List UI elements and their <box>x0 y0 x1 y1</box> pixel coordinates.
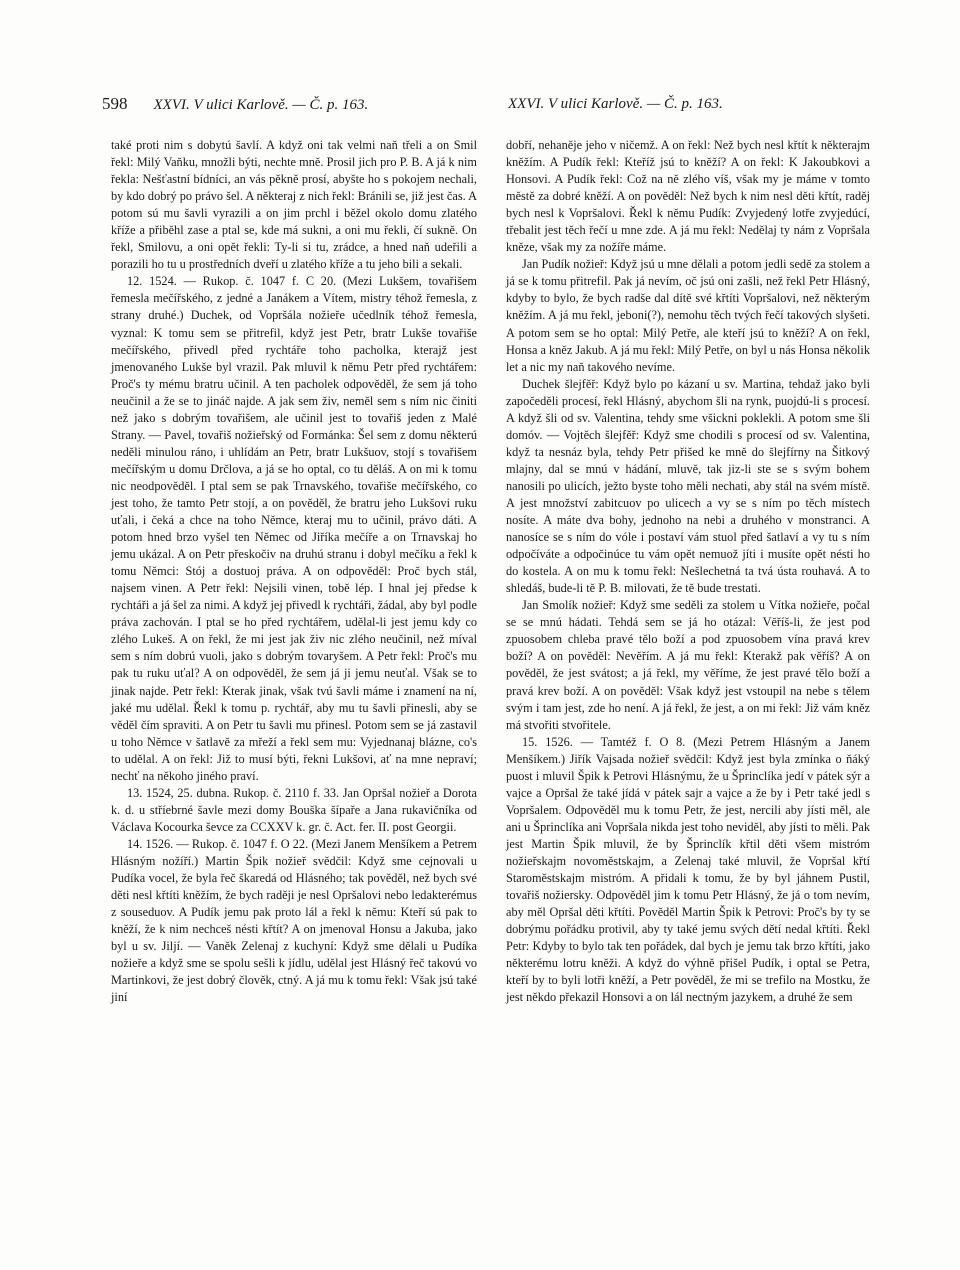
paragraph: 12. 1524. — Rukop. č. 1047 f. C 20. (Mezi Lukšem, tovařišem řemesla mečířského, z jedné a Janákem a Vítem, mistry téhož řemesla, z strany druhé.) Duchek, od Vopršála nožieře učedlník téhož řemesla, vyznal: K tomu sem se přitrefil, když jest Petr, bratr Lukše tovařiše mečířského, přivedl před rychtáře toho pacholka, kterajž jest jmenovaného Lukše byl vrazil. Pak mluvil k němu Petr před rychtářem: Proč's ty mému bratru učinil. A ten pacholek odpověděl, že sem já toho neučinil a že se to jináč najde. A jak sem živ, neměl sem s ním nic činiti než jako s dobrým tovařišem, ale učinil jest to tovařiš jeden z Malé Strany. — Pavel, tovařiš nožieřský od Formánka: Šel sem z domu některú neděli minulou ráno, i uhlídám an Petr, bratr Lukšuov, stojí s tovařišem mečířským u domu Drčlova, a já se ho optal, co tu děláš. A on mi k tomu nic neodpověděl. I ptal sem se pak Trnavského, tovařiše mečířského, co jest toho, že tamto Petr stojí, a on pověděl, že bratru jeho Lukšovi ruku uťali, i čeká a chce na toho Němce, kteraj mu to učinil, právo dáti. A potom hned brzo vyšel ten Němec od Jiříka mečíře a on Trnavskaj ho jemu ukázal. A on Petr přeskočiv na druhú stranu i dobyl mečíku a řekl k tomu Němci: Stój a dostuoj práva. A on odpověděl: Proč bych stál, najsem vinen. A Petr řekl: Nejsili vinen, tobě lép. I hnal jej předse k rychtáři a já šel za nimi. A když jej přivedl k rychtáři, žádal, aby byl podle práva zachován. I ptal se ho před rychtářem, udělal-li jest jemu kdy co zlého Lukeš. A on řekl, že mi jest jak živ nic zlého neučinil, než míval sem s ním dobrú vuoli, jako s dobrým tovaryšem. A Petr řekl: Proč's mu pak tu ruku uťal? A on odpověděl, že sem já ji jemu neuťal. Však se to jinak najde. Petr řekl: Kterak jinak, však tvú šavli máme i znamení na ní, jaké mu udělal. Řekl k tomu p. rychtář, aby mu tu šavli přinesli, aby se věděl čím spraviti. A on Petr tu šavli mu přinesl. Potom sem se já zastavil u toho Němce v šatlavě za mřeží a řekl sem mu: Vyjednanaj blázne, co's to udělal. A on řekl: Již to musí býti, řekni Lukšovi, ať na mne nepraví; nechť na někoho jiného praví. <box>111 274 477 783</box>
paragraph: 13. 1524, 25. dubna. Rukop. č. 2110 f. 33. Jan Opršal nožieř a Dorota k. d. u stříebrné šavle mezi domy Bouška šípaře a Jana rukavičníka od Václava Kocourka ševce za CCXXV k. gr. č. Act. fer. II. post Georgii. <box>111 785 477 834</box>
page-number: 598 <box>102 94 128 113</box>
paragraph: Jan Pudík nožieř: Když jsú u mne dělali a potom jedli sedě za stolem a já se k tomu přitrefil. Pak já nevím, oč jsú oni zašli, než řekl Petr Hlásný, kdyby to bylo, že bych radše dal dítě své křtíti Vopršalovi, než některým kněžím. A já mu řekl, jeboni(?), nemohu těch tvých řečí takových slyšeti. A potom sem se ho optal: Milý Petře, ale kteří jsú to kněží? A on řekl, Honsa a kněz Jakub. A já mu řekl: Milý Petře, on byl u nás Honsa několik let a nic my naň takového nevíme. <box>506 257 870 374</box>
left-column <box>111 137 477 1006</box>
running-head-right: XXVI. V ulici Karlově. — Č. p. 163. <box>508 96 723 112</box>
running-head-left: XXVI. V ulici Karlově. — Č. p. 163. <box>153 97 369 113</box>
paragraph: 14. 1526. — Rukop. č. 1047 f. O 22. (Mezi Janem Menšíkem a Petrem Hlásným nožíří.) Martin Špik nožieř svědčil: Když sme cejnovali u Pudíka vocel, že byla řeč škaredá od Hlásného; tak pověděl, než bych své děti nesl křtíti kněžím, že bych raději je nesl Opršalovi nebo ledakterémus z souseduov. A Pudík jemu pak proto lál a řekl k němu: Kteří sú pak to kněží, že k nim nechceš nésti křtít? A on jmenoval Honsu a Jakuba, jako byl u sv. Jiljí. — Vaněk Zelenaj z kuchyní: Když sme dělali u Pudíka nožieře a když sme se spolu sešli k jídlu, udělal jest Hlásný řeč takovú vo Martinkovi, že jest dobrý člověk, ctný. A já mu k tomu řekl: Však jsú také jiní <box>111 836 477 1005</box>
paragraph: dobří, nehaněje jeho v ničemž. A on řekl: Než bych nesl křtít k některajm kněžím. A Pudík řekl: Kteříž jsú to kněží? A on řekl: K Jakoubkovi a Honsovi. A Pudík řekl: Což na ně zlého víš, však my je máme v tomto městě za dobré kněží. A on pověděl: Než bych k nim nesl děti křtít, raděj bych nesl k Vopršalovi. Řekl k němu Pudík: Zvyjedený lotře zvyjedúcí, třebalit jest těch řečí u mne zde. A já mu řekl: Nedělaj ty nám z Vopršala kněze, však my za nožíře máme. <box>506 138 870 255</box>
page-header-left <box>102 92 482 116</box>
paragraph: Jan Smolík nožieř: Když sme seděli za stolem u Vítka nožieře, počal se se mnú hádati. Tehdá sem se já ho otázal: Věříš-li, že jest pod zpuosobem chleba pravé tělo boží a pod zpuosobem vína pravá krev boží? A on pověděl: Nevěřím. A já mu řekl: Kterakž pak věříš? A on pověděl, že jest svátost; a já řekl, my věříme, že jest pravé tělo boží a pravá krev boží. A on pověděl: Však když jest vstoupil na nebe s tělem svým i tam jest, zde ho není. A já řekl, že jest, a on mi řekl: Již vám kněz má stvořiti stvořitele. <box>506 598 870 732</box>
right-column <box>506 137 870 1006</box>
paragraph: 15. 1526. — Tamtéž f. O 8. (Mezi Petrem Hlásným a Janem Menšíkem.) Jiřík Vajsada nožieř svědčil: Když jest byla zmínka o ňáký puost i mluvil Špik k Petrovi Hlásnýmu, že u Šprinclíka jedí v pátek sýr a vajce a Opršal že také jídá v pátek sajr a vajce a že by i Petr také jedl s Vopršalem. Odpověděl mu k tomu Petr, že jest, nercili aby jísti měl, ale ani u Šprinclíka ani Vopršala nikda jest toho neviděl, aby jísti to měli. Pak jest Martin Špik mluvil, že by Šprinclík křtil děti všem mistróm nožieřskajm novoměstskajm, a Zelenaj také mluvil, že Vopršal křtí Staroměstskajm mistróm. A přidali k tomu, že by byl jáhnem Pustil, tovařiš nožiersky. Odpověděl jim k tomu Petr Hlásný, že já o tom nevím, aby měl Opršal děti křtíti. Pověděl Martin Špik k Petrovi: Proč's by ty se dobrýmu pořádku protivil, aby ty také jemu svých dětí nedal křtíti. Řekl Petr: Kdyby to bylo tak ten pořádek, dal bych je jemu tak brzo křtíti, jako některému lotru kněži. A když do výhně přišel Pudík, i optal se Petra, kteří by to byli lotři kněží, a Petr pověděl, že mi se trefilo na Mostku, že jest někdo překazil Honsovi a on lál nectným jazykem, a druhé že sem <box>506 734 870 1005</box>
page-header-right <box>508 92 838 116</box>
paragraph: Duchek šlejfěř: Když bylo po kázaní u sv. Martina, tehdaž jako byli započeděli procesí, řekl Hlásný, abychom šli na rynk, puojdú-li s procesí. A když šli od sv. Valentina, tehdy sme všickni poklekli. A potom sme šli domóv. — Vojtěch šlejfěř: Když sme chodili s procesí od sv. Valentina, když ta nesnáz byla, tehdy Petr přišed ke mně do šlejfírny na Šitkový mlajny, dal se mnú v hádání, mluvě, tak jiz-li ste se s svým bohem nanosili po ulicích, ježto byste toho měli nechati, aby stál na svém místě. A jest množství zabitcuov po ulicech a vy se s ním po těch místech nosíte. A máte dva bohy, jednoho na nebi a druhého v monstranci. A nanosíce se s ním do vóle i postaví vám stuol před šatlaví a vy tu s ním odpočíváte a odpočinúce tu vám opět nemuož jíti i musíte opět nésti ho do kostela. A on mu k tomu řekl: Nešlechetná ta tvá ústa rouhavá. A to shledáš, bude-li tě P. B. milovati, že tě bude trestati. <box>506 376 870 596</box>
paragraph: také proti nim s dobytú šavlí. A když oni tak velmi naň třeli a on Smil řekl: Milý Vaňku, množli býti, nechte mně. Prosil jich pro P. B. A já k nim řekla: Nešťastní bídníci, an vás pěkně prosí, abyšte ho s pokojem nechali, by kdo dobrý po právo šel. A některaj z nich řekl: Bránili se, již jest čas. A potom sú mu šavli vyrazili a on jim prchl i běžel okolo domu zlatého kříže a přiběhl zase a ptal se, kde má sukni, a oni mu řekli, čí sukně. On řekl, Smilovu, a oni opět řekli: Ty-li si tu, zrádce, a hned naň udeřili a porazili ho tu u prostředních dveří u zlatého kříže a tu jeho bili a sekali. <box>111 138 477 272</box>
